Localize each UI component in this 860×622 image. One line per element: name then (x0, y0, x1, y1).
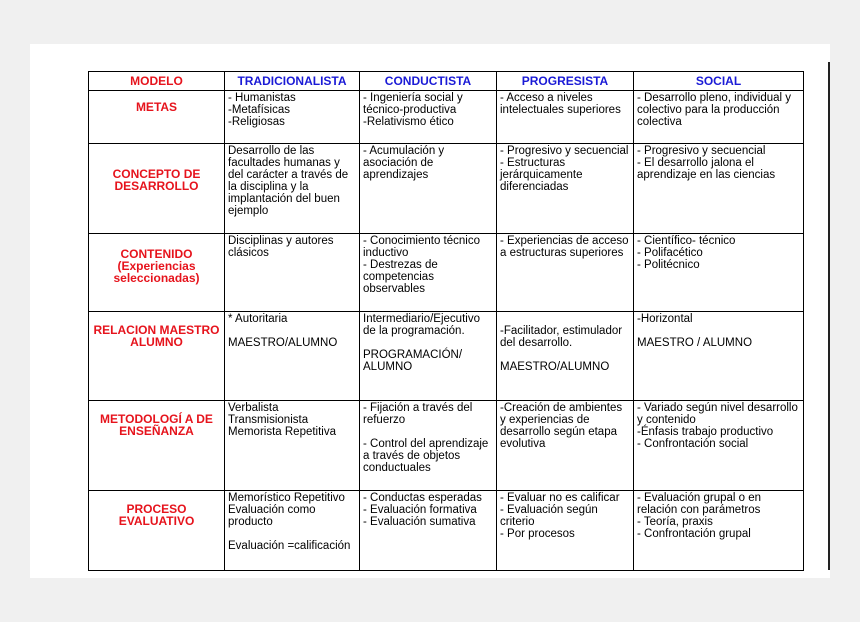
table-cell: - Ingeniería social y técnico-productiva -Relativismo ético (360, 91, 497, 144)
table-cell: - Variado según nivel desarrollo y contenido -Énfasis trabajo productivo - Confrontación social (634, 401, 804, 491)
table-cell: - Científico- técnico - Polifacético - Politécnico (634, 234, 804, 312)
table-cell: Intermediario/Ejecutivo de la programación. PROGRAMACIÓN/ ALUMNO (360, 312, 497, 401)
table-cell: Desarrollo de las facultades humanas y del carácter a través de la disciplina y la implantación del buen ejemplo (225, 144, 360, 234)
page-edge-shadow (828, 62, 830, 570)
table-cell: Verbalista Transmisionista Memorista Repetitiva (225, 401, 360, 491)
table-cell: - Experiencias de acceso a estructuras superiores (497, 234, 634, 312)
table-cell: - Progresivo y secuencial - El desarrollo jalona el aprendizaje en las ciencias (634, 144, 804, 234)
table-cell: -Creación de ambientes y experiencias de desarrollo según etapa evolutiva (497, 401, 634, 491)
header-row (89, 72, 804, 91)
header-social: SOCIAL (634, 72, 804, 91)
table-cell: - Progresivo y secuencial - Estructuras jerárquicamente diferenciadas (497, 144, 634, 234)
table-cell: - Fijación a través del refuerzo - Control del aprendizaje a través de objetos conductuales (360, 401, 497, 491)
table-cell: -Facilitador, estimulador del desarrollo. MAESTRO/ALUMNO (497, 312, 634, 401)
table-cell: - Evaluación grupal o en relación con parámetros - Teoría, praxis - Confrontación grupal (634, 491, 804, 571)
table-cell: Disciplinas y autores clásicos (225, 234, 360, 312)
table-cell: - Humanistas -Metafísicas -Religiosas (225, 91, 360, 144)
pedagogical-models-table (88, 71, 804, 571)
row-label-proceso-evaluativo: PROCESO EVALUATIVO (89, 491, 225, 571)
table-row (89, 234, 804, 312)
row-label-relacion-maestro-alumno: RELACION MAESTRO ALUMNO (89, 312, 225, 401)
table-cell: - Evaluar no es calificar - Evaluación según criterio - Por procesos (497, 491, 634, 571)
table-cell: Memorístico Repetitivo Evaluación como producto Evaluación =calificación (225, 491, 360, 571)
table-cell: - Desarrollo pleno, individual y colectivo para la producción colectiva (634, 91, 804, 144)
table-row (89, 491, 804, 571)
row-label-concepto-desarrollo: CONCEPTO DE DESARROLLO (89, 144, 225, 234)
table-cell: - Acceso a niveles intelectuales superiores (497, 91, 634, 144)
header-modelo: MODELO (89, 72, 225, 91)
table-row (89, 312, 804, 401)
header-progresista: PROGRESISTA (497, 72, 634, 91)
table-row (89, 91, 804, 144)
table-cell: - Conductas esperadas - Evaluación formativa - Evaluación sumativa (360, 491, 497, 571)
row-label-metas: METAS (89, 91, 225, 144)
row-label-contenido: CONTENIDO (Experiencias seleccionadas) (89, 234, 225, 312)
header-conductista: CONDUCTISTA (360, 72, 497, 91)
table-cell: -Horizontal MAESTRO / ALUMNO (634, 312, 804, 401)
row-label-metodologia: METODOLOGÍ A DE ENSEÑANZA (89, 401, 225, 491)
document-page (30, 44, 830, 578)
table-row (89, 401, 804, 491)
table-cell: - Conocimiento técnico inductivo - Destrezas de competencias observables (360, 234, 497, 312)
table-cell: - Acumulación y asociación de aprendizajes (360, 144, 497, 234)
table-cell: * Autoritaria MAESTRO/ALUMNO (225, 312, 360, 401)
table-row (89, 144, 804, 234)
header-tradicionalista: TRADICIONALISTA (225, 72, 360, 91)
